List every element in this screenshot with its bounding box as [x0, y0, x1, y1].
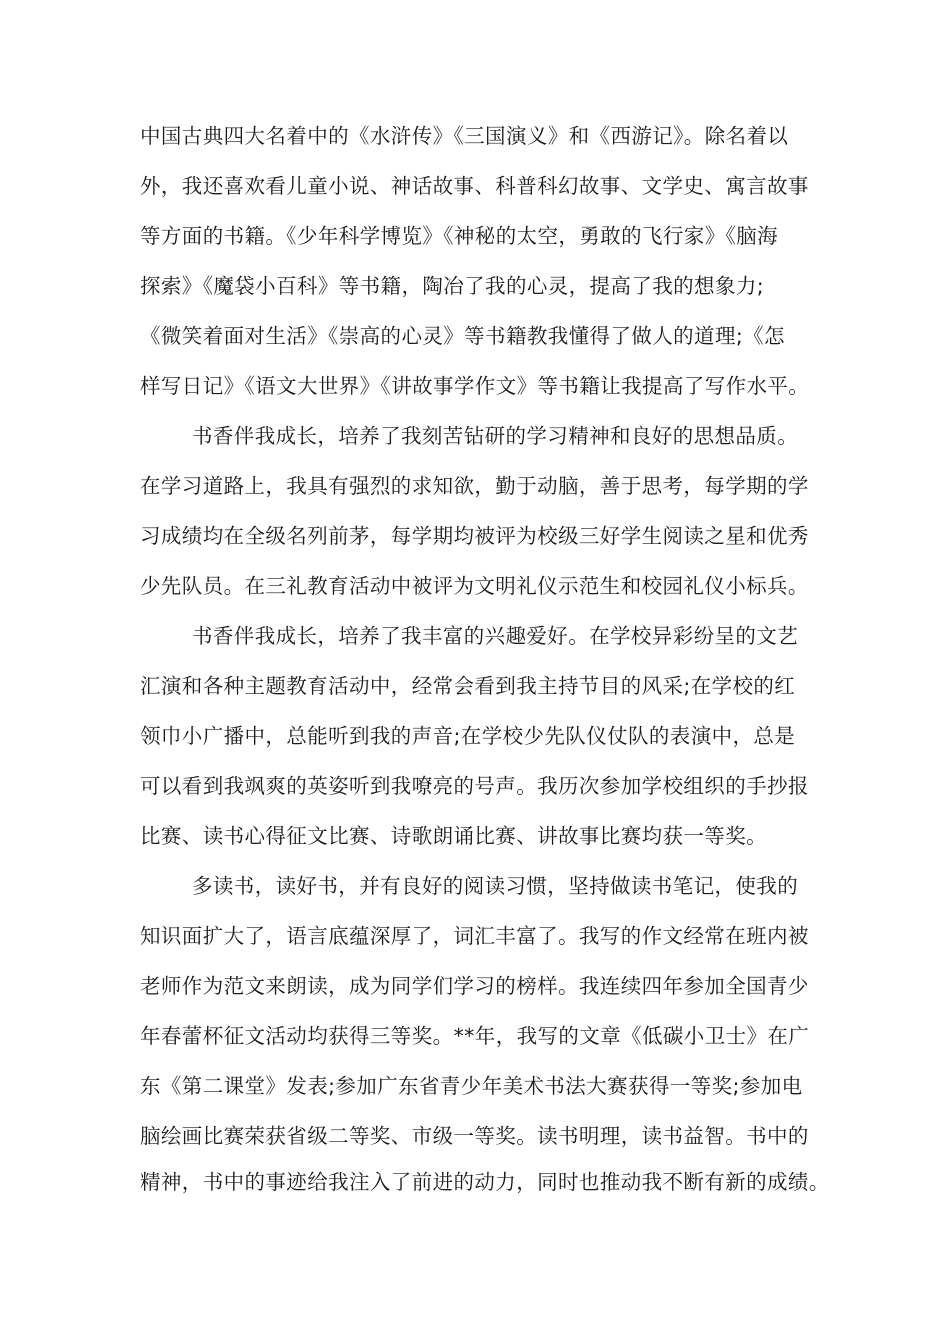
text-line: 少先队员。在三礼教育活动中被评为文明礼仪示范生和校园礼仪小标兵。 — [140, 574, 809, 598]
text-line: 脑绘画比赛荣获省级二等奖、市级一等奖。读书明理，读书益智。书中的 — [140, 1124, 809, 1148]
text-line: 比赛、读书心得征文比赛、诗歌朗诵比赛、讲故事比赛均获一等奖。 — [140, 824, 767, 848]
text-line: 年春蕾杯征文活动均获得三等奖。**年，我写的文章《低碳小卫士》在广 — [140, 1024, 810, 1048]
text-line: 外，我还喜欢看儿童小说、神话故事、科普科幻故事、文学史、寓言故事 — [140, 174, 809, 198]
paragraph-first-line: 书香伴我成长，培养了我丰富的兴趣爱好。在学校异彩纷呈的文艺 — [192, 624, 799, 648]
text-line: 等方面的书籍。《少年科学博览》《神秘的太空，勇敢的飞行家》《脑海 — [140, 224, 779, 248]
text-line: 中国古典四大名着中的《水浒传》《三国演义》和《西游记》。除名着以 — [140, 124, 789, 148]
text-line: 知识面扩大了，语言底蕴深厚了，词汇丰富了。我写的作文经常在班内被 — [140, 924, 809, 948]
text-line: 老师作为范文来朗读，成为同学们学习的榜样。我连续四年参加全国青少 — [140, 974, 809, 998]
paragraph-first-line: 书香伴我成长，培养了我刻苦钻研的学习精神和良好的思想品质。 — [192, 424, 799, 448]
text-line: 在学习道路上，我具有强烈的求知欲，勤于动脑，善于思考，每学期的学 — [140, 474, 809, 498]
text-line: 东《第二课堂》发表;参加广东省青少年美术书法大赛获得一等奖;参加电 — [140, 1074, 803, 1098]
text-line: 领巾小广播中，总能听到我的声音;在学校少先队仪仗队的表演中，总是 — [140, 724, 796, 748]
text-line: 精神，书中的事迹给我注入了前进的动力，同时也推动我不断有新的成绩。 — [140, 1170, 830, 1194]
text-line: 探索》《魔袋小百科》等书籍，陶冶了我的心灵，提高了我的想象力; — [140, 274, 765, 298]
text-line: 可以看到我飒爽的英姿听到我嘹亮的号声。我历次参加学校组织的手抄报 — [140, 774, 809, 798]
text-line: 《微笑着面对生活》《崇高的心灵》等书籍教我懂得了做人的道理;《怎 — [140, 324, 785, 348]
paragraph-first-line: 多读书，读好书，并有良好的阅读习惯，坚持做读书笔记，使我的 — [192, 874, 799, 898]
text-line: 样写日记》《语文大世界》《讲故事学作文》等书籍让我提高了写作水平。 — [140, 374, 810, 398]
text-line: 习成绩均在全级名列前茅，每学期均被评为校级三好学生阅读之星和优秀 — [140, 524, 809, 548]
text-line: 汇演和各种主题教育活动中，经常会看到我主持节目的风采;在学校的红 — [140, 674, 796, 698]
